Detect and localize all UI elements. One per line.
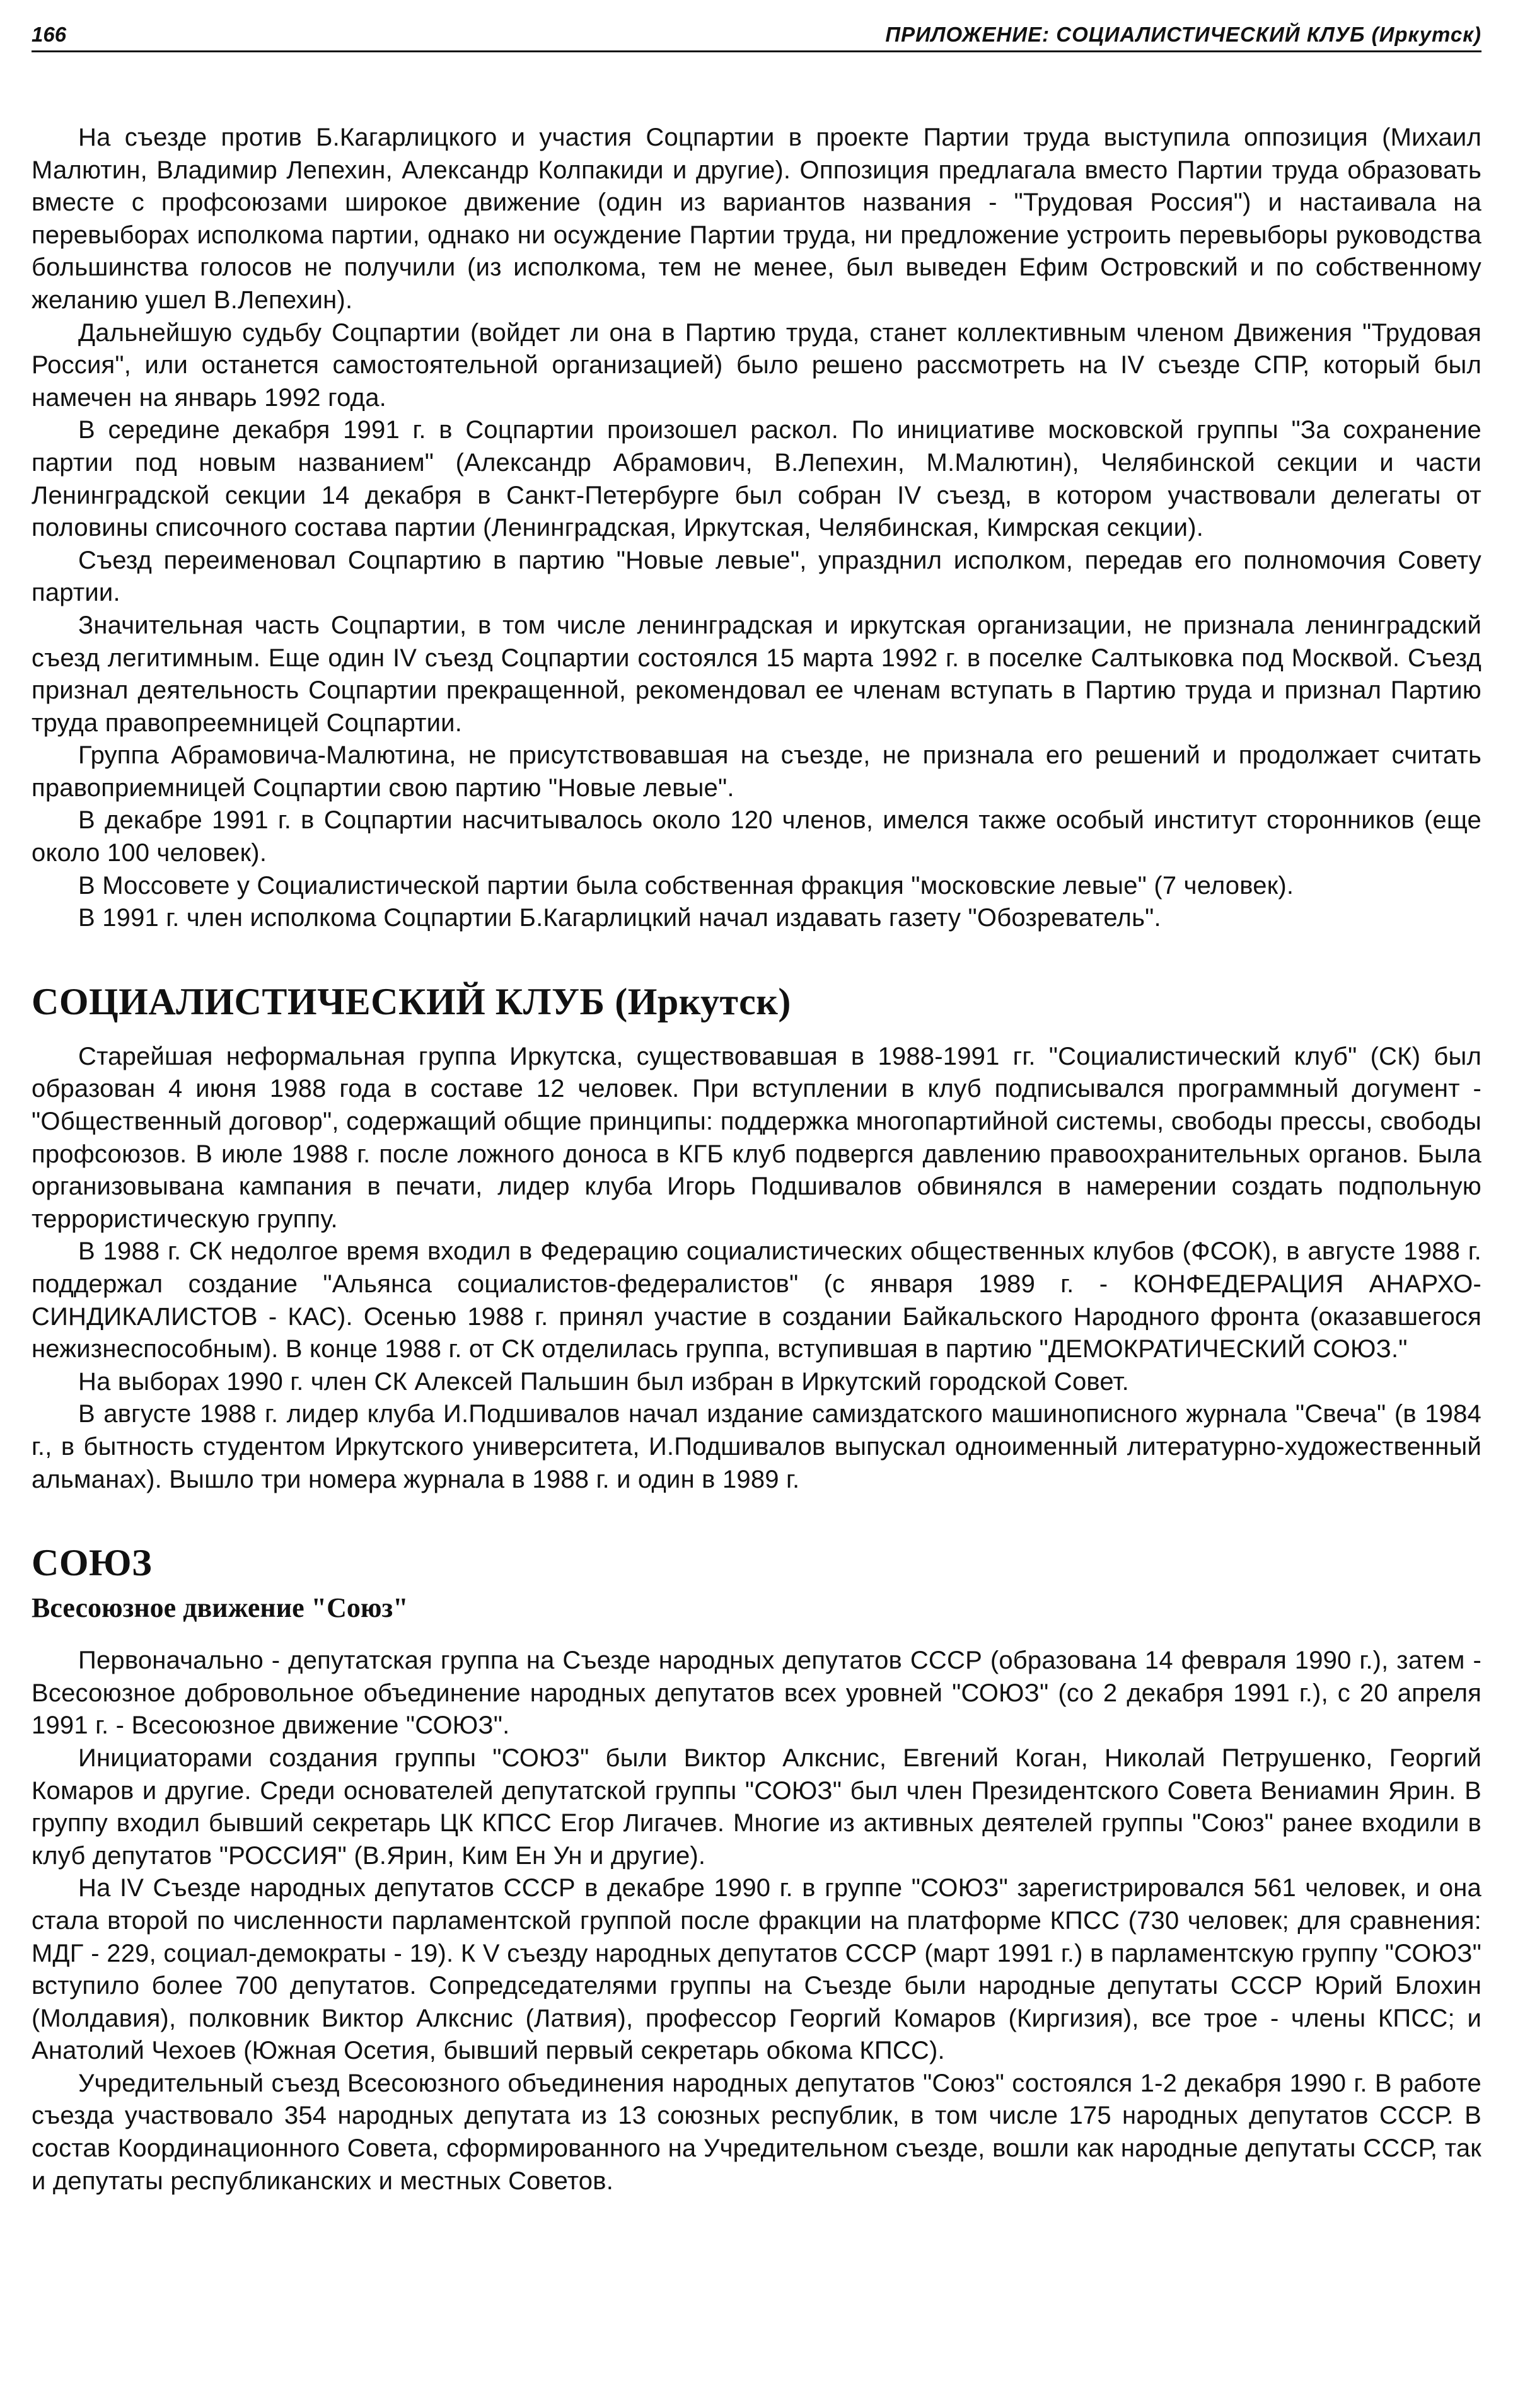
section-union xyxy=(32,1540,1481,2197)
section-heading: СОЦИАЛИСТИЧЕСКИЙ КЛУБ (Иркутск) xyxy=(32,980,791,1022)
paragraph: В Моссовете у Социалистической партии была собственная фракция "московские левые" (7 человек). xyxy=(78,871,1294,900)
paragraph: В декабре 1991 г. в Соцпартии насчитывалось около 120 членов, имелся также особый институт сторонников (еще около 100 человек). xyxy=(32,806,1481,867)
paragraph: Учредительный съезд Всесоюзного объединения народных депутатов "Союз" состоялся 1-2 декабря 1990 г. В работе съезда участвовало 354 народных депутата из 13 союзных республик, в том числе 175 народных депутатов СССР. В состав Координационного Совета, сформированного на Учредительном съезде, вошли как народные депутаты СССР, так и депутаты республиканских и местных Советов. xyxy=(32,2069,1481,2195)
section-socialist-club xyxy=(32,979,1481,1496)
paragraph: Дальнейшую судьбу Соцпартии (войдет ли она в Партию труда, станет коллективным членом Движения "Трудовая Россия", или останется самостоятельной организацией) было решено рассмотреть на IV съезде СПР, который был намечен на январь 1992 года. xyxy=(32,318,1481,412)
paragraph: Съезд переименовал Соцпартию в партию "Новые левые", упразднил исполком, передав его полномочия Совету партии. xyxy=(32,546,1481,607)
page-content xyxy=(32,122,1481,2197)
paragraph: В середине декабря 1991 г. в Соцпартии произошел раскол. По инициативе московской группы "За сохранение партии под новым названием" (Александр Абрамович, В.Лепехин, М.Малютин), Челябинской секции и части Ленинградской секции 14 декабря в Санкт-Петербурге был собран IV съезд, в котором участвовали делегаты от половины списочного состава партии (Ленинградская, Иркутская, Челябинская, Кимрская секции). xyxy=(32,416,1481,542)
paragraph: В 1991 г. член исполкома Соцпартии Б.Кагарлицкий начал издавать газету "Обозреватель". xyxy=(78,904,1161,932)
paragraph: Инициаторами создания группы "СОЮЗ" были Виктор Алкснис, Евгений Коган, Николай Петрушенко, Георгий Комаров и другие. Среди основателей депутатской группы "СОЮЗ" был член Президентского Совета Вениамин Ярин. В группу входил бывший секретарь ЦК КПСС Егор Лигачев. Многие из активных деятелей группы "Союз" ранее входили в клуб депутатов "РОССИЯ" (В.Ярин, Ким Ен Ун и другие). xyxy=(32,1744,1481,1870)
paragraph: На IV Съезде народных депутатов СССР в декабре 1990 г. в группе "СОЮЗ" зарегистрировался 561 человек, и она стала второй по численности парламентской группой после фракции на платформе КПСС (730 человек; для сравнения: МДГ - 229, социал-демократы - 19). К V съезду народных депутатов СССР (март 1991 г.) в парламентскую группу "СОЮЗ" вступило более 700 депутатов. Сопредседателями группы на Съезде были народные депутаты СССР Юрий Блохин (Молдавия), полковник Виктор Алкснис (Латвия), профессор Георгий Комаров (Киргизия), все трое - члены КПСС; и Анатолий Чехоев (Южная Осетия, бывший первый секретарь обкома КПСС). xyxy=(32,1874,1481,2065)
paragraph: В 1988 г. СК недолгое время входил в Федерацию социалистических общественных клубов (ФСОК), в августе 1988 г. поддержал создание "Альянса социалистов-федералистов" (с января 1989 г. - КОНФЕДЕРАЦИЯ АНАРХО-СИНДИКАЛИСТОВ - КАС). Осенью 1988 г. принял участие в создании Байкальского Народного фронта (оказавшегося нежизнеспособным). В конце 1988 г. от СК отделилась группа, вступившая в партию "ДЕМОКРАТИЧЕСКИЙ СОЮЗ." xyxy=(32,1237,1481,1363)
paragraph: Группа Абрамовича-Малютина, не присутствовавшая на съезде, не признала его решений и продолжает считать правоприемницей Соцпартии свою партию "Новые левые". xyxy=(32,741,1481,802)
section-heading: СОЮЗ xyxy=(32,1542,153,1584)
page-number: 166 xyxy=(32,23,67,46)
paragraph: На съезде против Б.Кагарлицкого и участия Соцпартии в проекте Партии труда выступила оппозиция (Михаил Малютин, Владимир Лепехин, Александр Колпакиди и другие). Оппозиция предлагала вместо Партии труда образовать вместе с профсоюзами широкое движение (один из вариантов названия - "Трудовая Россия") и настаивала на перевыборах исполкома партии, однако ни осуждение Партии труда, ни предложение устроить перевыборы руководства большинства голосов не получили (из исполкома, тем не менее, был выведен Ефим Островский и по собственному желанию ушел В.Лепехин). xyxy=(32,124,1481,314)
running-header xyxy=(32,19,1481,52)
document-page xyxy=(32,19,1481,2197)
running-title: ПРИЛОЖЕНИЕ: СОЦИАЛИСТИЧЕСКИЙ КЛУБ (Иркутск) xyxy=(885,23,1481,46)
paragraph: Старейшая неформальная группа Иркутска, существовавшая в 1988-1991 гг. "Социалистический клуб" (СК) был образован 4 июня 1988 года в составе 12 человек. При вступлении в клуб подписывался программный догумент - "Общественный договор", содержащий общие принципы: поддержка многопартийной системы, свободы прессы, свободы профсоюзов. В июле 1988 г. после ложного доноса в КГБ клуб подвергся давлению правоохранительных органов. Была организовывана кампания в печати, лидер клуба Игорь Подшивалов обвинялся в намерении создать подпольную террористическую группу. xyxy=(32,1042,1481,1233)
paragraph: На выборах 1990 г. член СК Алексей Пальшин был избран в Иркутский городской Совет. xyxy=(78,1367,1129,1396)
paragraph: Первоначально - депутатская группа на Съезде народных депутатов СССР (образована 14 февраля 1990 г.), затем - Всесоюзное добровольное объединение народных депутатов всех уровней "СОЮЗ" (со 2 декабря 1991 г.), с 20 апреля 1991 г. - Всесоюзное движение "СОЮЗ". xyxy=(32,1647,1481,1740)
section-subheading: Всесоюзное движение "Союз" xyxy=(32,1592,409,1624)
paragraph: Значительная часть Соцпартии, в том числе ленинградская и иркутская организации, не признала ленинградский съезд легитимным. Еще один IV съезд Соцпартии состоялся 15 марта 1992 г. в поселке Салтыковка под Москвой. Съезд признал деятельность Соцпартии прекращенной, рекомендовал ее членам вступать в Партию труда и признал Партию труда правопреемницей Соцпартии. xyxy=(32,611,1481,737)
paragraph: В августе 1988 г. лидер клуба И.Подшивалов начал издание самиздатского машинописного журнала "Свеча" (в 1984 г., в бытность студентом Иркутского университета, И.Подшивалов выпускал одноименный литературно-художественный альманах). Вышло три номера журнала в 1988 г. и один в 1989 г. xyxy=(32,1400,1481,1493)
intro-section xyxy=(32,122,1481,935)
